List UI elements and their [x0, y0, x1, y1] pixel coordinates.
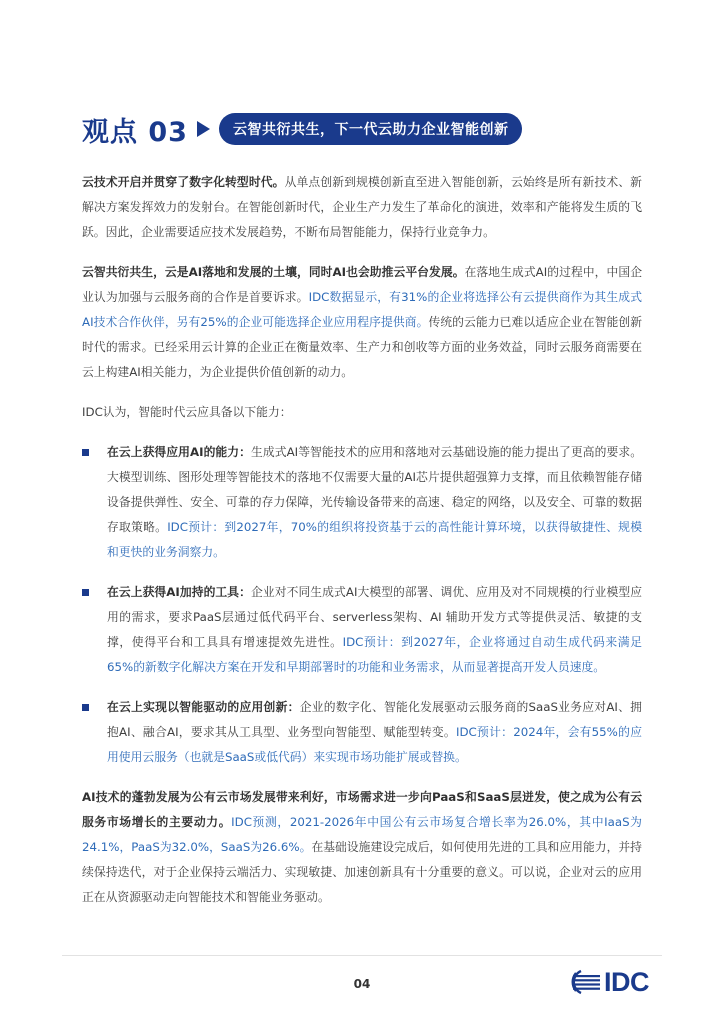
idc-logo: [571, 968, 649, 996]
square-bullet-icon: [82, 449, 89, 456]
idc-data-highlight: IDC数据显示，有31%的企业将选择公有云提供商作为其生成式AI技术合作伙伴，另有25%的企业可能选择企业应用程序提供商。: [82, 290, 642, 329]
paragraph-1: [82, 170, 642, 245]
footer-divider: [62, 955, 662, 956]
idc-forecast-highlight: IDC预计：到2027年，70%的组织将投资基于云的高性能计算环境，以获得敏捷性、规模和更快的业务洞察力。: [107, 520, 642, 559]
paragraph-3: IDC认为，智能时代云应具备以下能力：: [82, 405, 292, 419]
list-item-text: 企业对不同生成式AI大模型的部署、调优、应用及对不同规模的行业模型应用的需求，要求PaaS层通过低代码平台、serverless架构、AI 辅助开发方式等提供灵活、敏捷的支撑，使得平台和工具具有增速提效先进性。: [107, 585, 642, 649]
list-item-text: 生成式AI等智能技术的应用和落地对云基础设施的能力提出了更高的要求。大模型训练、图形处理等智能技术的落地不仅需要大量的AI芯片提供超强算力支撑，而且依赖智能存储设备提供弹性、安全、可靠的存力保障，光传输设备带来的高速、稳定的网络，以及安全、可靠的数据存取策略。: [107, 445, 642, 534]
list-item-text: 企业的数字化、智能化发展驱动云服务商的SaaS业务应对AI、拥抱AI、融合AI，要求其从工具型、业务型向智能型、赋能型转变。: [107, 700, 642, 739]
paragraph-4: [82, 785, 642, 910]
square-bullet-icon: [82, 704, 89, 711]
idc-forecast-highlight: IDC预计：2024年，会有55%的应用使用云服务（也就是SaaS或低代码）来实现市场功能扩展或替换。: [107, 725, 642, 764]
list-item-lead: 在云上实现以智能驱动的应用创新：: [107, 700, 300, 714]
main-content: [82, 170, 642, 925]
idc-forecast-highlight: IDC预计：到2027年，企业将通过自动生成代码来满足65%的新数字化解决方案在开发和早期部署时的功能和业务需求，从而显著提高开发人员速度。: [107, 635, 642, 674]
list-item: [82, 580, 642, 680]
section-banner: 云智共衍共生，下一代云助力企业智能创新: [219, 113, 523, 145]
paragraph-text: 传统的云能力已难以适应企业在智能创新时代的需求。已经采用云计算的企业正在衡量效率、生产力和创收等方面的业务效益，同时云服务商需要在云上构建AI相关能力，为企业提供价值创新的动力。: [82, 315, 642, 379]
idc-globe-icon: [571, 969, 601, 995]
viewpoint-label: 观点 03: [82, 116, 188, 148]
logo-text: IDC: [604, 966, 649, 997]
paragraph-lead: AI技术的蓬勃发展为公有云市场发展带来利好，市场需求进一步向PaaS和SaaS层迸发，使之成为公有云服务市场增长的主要动力。: [82, 790, 642, 829]
paragraph-text: 从单点创新到规模创新直至进入智能创新，云始终是所有新技术、新解决方案发挥效力的发射台。在智能创新时代，企业生产力发生了革命化的演进，效率和产能将发生质的飞跃。因此，企业需要适应技术发展趋势，不断布局智能能力，保持行业竞争力。: [82, 175, 642, 239]
list-item-lead: 在云上获得AI加持的工具：: [107, 585, 252, 599]
paragraph-2: [82, 260, 642, 385]
paragraph-text: 在落地生成式AI的过程中，中国企业认为加强与云服务商的合作是首要诉求。: [82, 265, 642, 304]
paragraph-lead: 云智共衍共生，云是AI落地和发展的土壤，同时AI也会助推云平台发展。: [82, 265, 465, 279]
list-item-lead: 在云上获得应用AI的能力：: [107, 445, 252, 459]
section-header: [82, 113, 522, 148]
triangle-right-icon: [197, 121, 210, 137]
list-item: [82, 440, 642, 565]
square-bullet-icon: [82, 589, 89, 596]
paragraph-text: 在基础设施建设完成后，如何使用先进的工具和应用能力，并持续保持迭代，对于企业保持云端活力、实现敏捷、加速创新具有十分重要的意义。可以说，企业对云的应用正在从资源驱动走向智能技术和智能业务驱动。: [82, 840, 642, 904]
paragraph-lead: 云技术开启并贯穿了数字化转型时代。: [82, 175, 285, 189]
idc-forecast-highlight: IDC预测，2021-2026年中国公有云市场复合增长率为26.0%，其中IaaS为24.1%，PaaS为32.0%，SaaS为26.6%。: [82, 815, 642, 854]
list-item: [82, 695, 642, 770]
page-number: 04: [353, 977, 371, 991]
